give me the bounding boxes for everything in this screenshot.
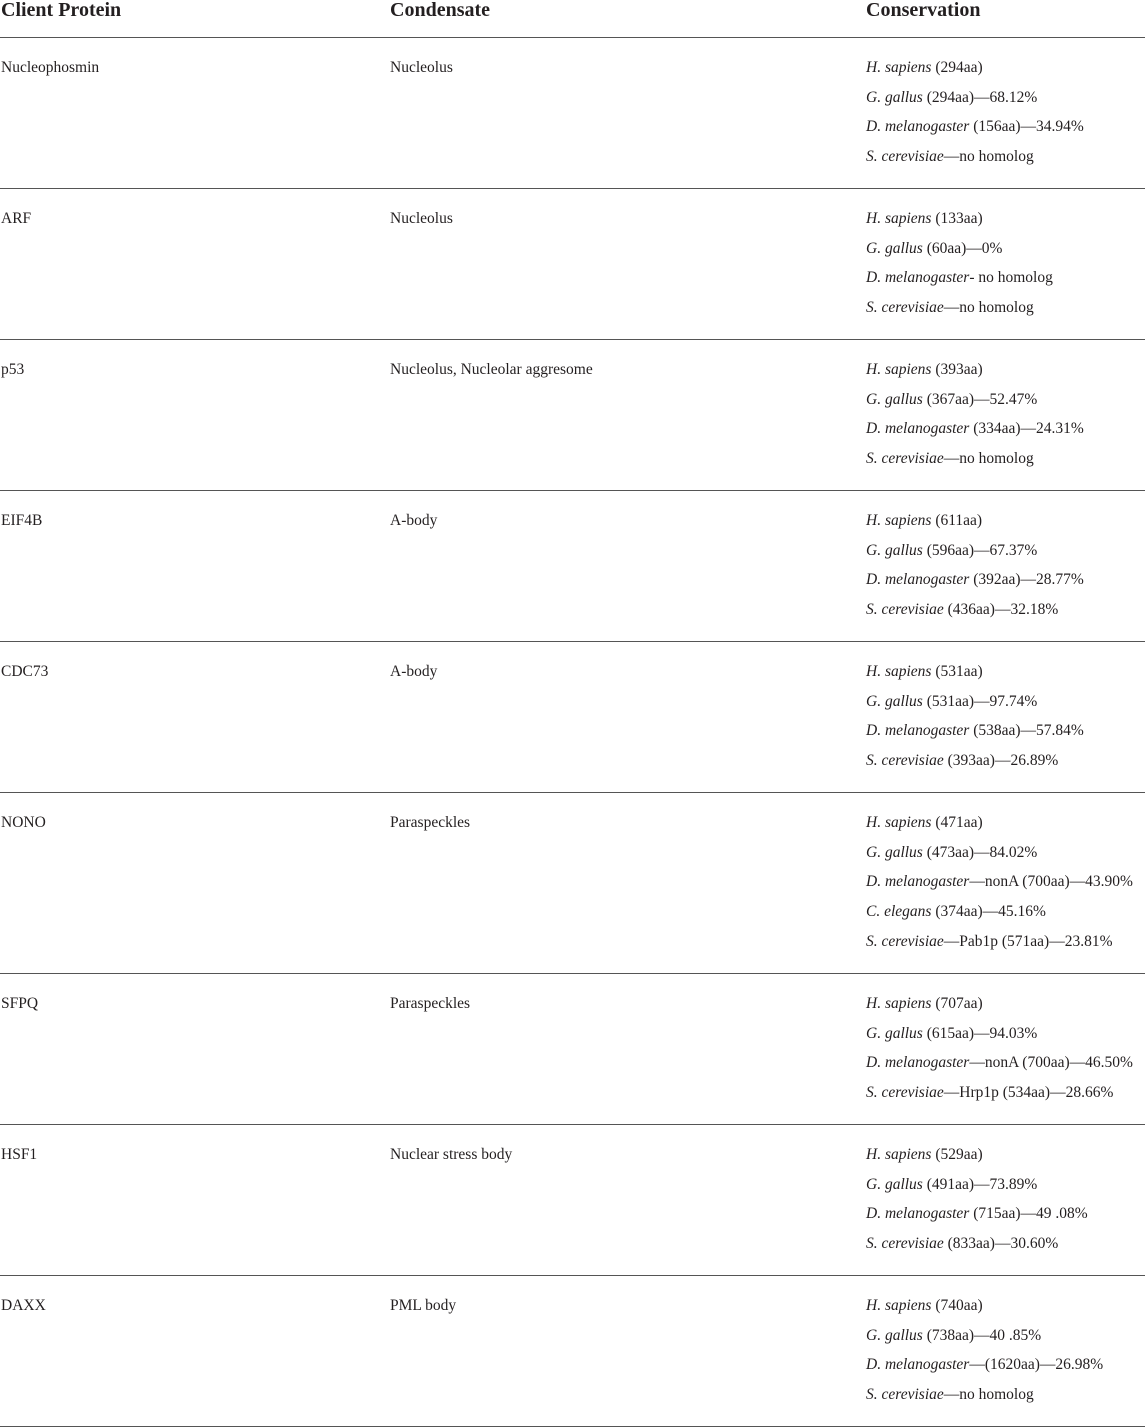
species-name: G. gallus bbox=[866, 843, 923, 861]
species-name: D. melanogaster bbox=[866, 1205, 970, 1223]
species-name: S. cerevisiae bbox=[866, 299, 944, 317]
header-client-protein: Client Protein bbox=[0, 0, 389, 38]
condensate-cell: Nucleolus, Nucleolar aggresome bbox=[389, 340, 865, 491]
species-name: G. gallus bbox=[866, 1024, 923, 1042]
species-name: D. melanogaster bbox=[866, 873, 970, 891]
conservation-value: (374aa)—45.16% bbox=[931, 903, 1046, 921]
species-name: G. gallus bbox=[866, 692, 923, 710]
conservation-value: (436aa)—32.18% bbox=[943, 601, 1059, 619]
conservation-value: —Pab1p (571aa)—23.81% bbox=[943, 932, 1113, 950]
client-protein-cell: ARF bbox=[0, 189, 389, 340]
species-name: S. cerevisiae bbox=[866, 752, 944, 770]
conservation-value: —no homolog bbox=[943, 148, 1034, 166]
species-name: H. sapiens bbox=[866, 1146, 932, 1163]
species-name: H. sapiens bbox=[866, 814, 932, 831]
conservation-value: - no homolog bbox=[969, 269, 1053, 287]
condensate-cell: Paraspeckles bbox=[389, 793, 865, 974]
conservation-line bbox=[866, 536, 1145, 566]
conservation-cell bbox=[865, 491, 1145, 642]
species-name: H. sapiens bbox=[866, 59, 932, 76]
table-row bbox=[0, 189, 1145, 340]
species-name: S. cerevisiae bbox=[866, 1084, 944, 1102]
client-protein-cell: HSF1 bbox=[0, 1125, 389, 1276]
species-name: S. cerevisiae bbox=[866, 1386, 944, 1404]
client-protein-cell: NONO bbox=[0, 793, 389, 974]
conservation-value: (529aa) bbox=[931, 1146, 983, 1163]
client-protein-cell: SFPQ bbox=[0, 974, 389, 1125]
conservation-line bbox=[866, 565, 1145, 595]
conservation-line bbox=[866, 657, 1145, 687]
condensate-cell: PML body bbox=[389, 1276, 865, 1427]
species-name: D. melanogaster bbox=[866, 571, 970, 589]
conservation-value: (611aa) bbox=[931, 512, 983, 529]
conservation-cell bbox=[865, 189, 1145, 340]
conservation-value: (596aa)—67.37% bbox=[922, 541, 1038, 559]
conservation-line bbox=[866, 1140, 1145, 1170]
conservation-line bbox=[866, 897, 1145, 927]
conservation-line bbox=[866, 204, 1145, 234]
conservation-value: —Hrp1p (534aa)—28.66% bbox=[943, 1084, 1114, 1102]
conservation-line bbox=[866, 1019, 1145, 1049]
conservation-value: —no homolog bbox=[943, 299, 1034, 317]
table-row bbox=[0, 38, 1145, 189]
header-condensate: Condensate bbox=[389, 0, 865, 38]
conservation-value: (538aa)—57.84% bbox=[969, 722, 1084, 740]
conservation-value: (133aa) bbox=[931, 210, 983, 227]
conservation-line bbox=[866, 234, 1145, 264]
species-name: G. gallus bbox=[866, 1175, 923, 1193]
species-name: D. melanogaster bbox=[866, 420, 970, 438]
condensate-cell: Nuclear stress body bbox=[389, 1125, 865, 1276]
condensate-cell: A-body bbox=[389, 642, 865, 793]
conservation-line bbox=[866, 1380, 1145, 1410]
conservation-line bbox=[866, 1321, 1145, 1351]
species-name: D. melanogaster bbox=[866, 118, 970, 136]
conservation-line bbox=[866, 444, 1145, 474]
conservation-line bbox=[866, 989, 1145, 1019]
conservation-value: (740aa) bbox=[931, 1297, 983, 1314]
client-protein-cell: Nucleophosmin bbox=[0, 38, 389, 189]
conservation-cell bbox=[865, 974, 1145, 1125]
species-name: D. melanogaster bbox=[866, 1054, 970, 1072]
species-name: G. gallus bbox=[866, 541, 923, 559]
conservation-value: (615aa)—94.03% bbox=[922, 1024, 1038, 1042]
conservation-value: (473aa)—84.02% bbox=[922, 843, 1038, 861]
conservation-cell bbox=[865, 642, 1145, 793]
species-name: C. elegans bbox=[866, 903, 932, 921]
table-header bbox=[0, 0, 1145, 38]
conservation-value: (334aa)—24.31% bbox=[969, 420, 1084, 438]
header-row bbox=[0, 0, 1145, 38]
species-name: H. sapiens bbox=[866, 995, 932, 1012]
conservation-line bbox=[866, 53, 1145, 83]
species-name: S. cerevisiae bbox=[866, 1235, 944, 1253]
conservation-value: (60aa)—0% bbox=[922, 239, 1003, 257]
conservation-value: (367aa)—52.47% bbox=[922, 390, 1038, 408]
species-name: G. gallus bbox=[866, 1326, 923, 1344]
conservation-value: —nonA (700aa)—46.50% bbox=[969, 1054, 1133, 1072]
species-name: H. sapiens bbox=[866, 1297, 932, 1314]
conservation-value: (531aa) bbox=[931, 663, 983, 680]
table-row bbox=[0, 1125, 1145, 1276]
conservation-value: (294aa) bbox=[931, 59, 983, 76]
conservation-line bbox=[866, 867, 1145, 897]
conservation-line bbox=[866, 293, 1145, 323]
species-name: H. sapiens bbox=[866, 361, 932, 378]
conservation-line bbox=[866, 414, 1145, 444]
conservation-line bbox=[866, 927, 1145, 957]
conservation-value: (156aa)—34.94% bbox=[969, 118, 1084, 136]
header-conservation: Conservation bbox=[865, 0, 1145, 38]
table-row bbox=[0, 974, 1145, 1125]
conservation-line bbox=[866, 746, 1145, 776]
conservation-value: (393aa) bbox=[931, 361, 983, 378]
conservation-value: (392aa)—28.77% bbox=[969, 571, 1084, 589]
species-name: S. cerevisiae bbox=[866, 450, 944, 468]
conservation-value: (707aa) bbox=[931, 995, 983, 1012]
conservation-line bbox=[866, 1048, 1145, 1078]
conservation-line bbox=[866, 716, 1145, 746]
conservation-line bbox=[866, 595, 1145, 625]
conservation-line bbox=[866, 838, 1145, 868]
conservation-line bbox=[866, 1229, 1145, 1259]
table-body bbox=[0, 38, 1145, 1427]
species-name: D. melanogaster bbox=[866, 722, 970, 740]
conservation-cell bbox=[865, 1276, 1145, 1427]
condensate-cell: A-body bbox=[389, 491, 865, 642]
conservation-value: (833aa)—30.60% bbox=[943, 1235, 1059, 1253]
species-name: G. gallus bbox=[866, 239, 923, 257]
conservation-cell bbox=[865, 1125, 1145, 1276]
conservation-value: —no homolog bbox=[943, 1386, 1034, 1404]
condensate-cell: Nucleolus bbox=[389, 189, 865, 340]
client-protein-cell: EIF4B bbox=[0, 491, 389, 642]
table-row bbox=[0, 491, 1145, 642]
conservation-line bbox=[866, 1350, 1145, 1380]
conservation-cell bbox=[865, 340, 1145, 491]
condensate-cell: Paraspeckles bbox=[389, 974, 865, 1125]
table-row bbox=[0, 1276, 1145, 1427]
table-row bbox=[0, 642, 1145, 793]
conservation-line bbox=[866, 687, 1145, 717]
species-name: S. cerevisiae bbox=[866, 148, 944, 166]
conservation-line bbox=[866, 1170, 1145, 1200]
conservation-value: —no homolog bbox=[943, 450, 1034, 468]
conservation-line bbox=[866, 142, 1145, 172]
conservation-value: (393aa)—26.89% bbox=[943, 752, 1059, 770]
table-row bbox=[0, 340, 1145, 491]
conservation-cell bbox=[865, 38, 1145, 189]
conservation-cell bbox=[865, 793, 1145, 974]
species-name: H. sapiens bbox=[866, 663, 932, 680]
conservation-line bbox=[866, 263, 1145, 293]
conservation-value: (531aa)—97.74% bbox=[922, 692, 1038, 710]
conservation-line bbox=[866, 808, 1145, 838]
conservation-line bbox=[866, 385, 1145, 415]
conservation-line bbox=[866, 1078, 1145, 1108]
species-name: H. sapiens bbox=[866, 210, 932, 227]
conservation-value: (491aa)—73.89% bbox=[922, 1175, 1038, 1193]
conservation-value: (294aa)—68.12% bbox=[922, 88, 1038, 106]
client-protein-cell: p53 bbox=[0, 340, 389, 491]
species-name: S. cerevisiae bbox=[866, 601, 944, 619]
conservation-value: (738aa)—40 .85% bbox=[922, 1326, 1042, 1344]
client-protein-cell: CDC73 bbox=[0, 642, 389, 793]
conservation-line bbox=[866, 1291, 1145, 1321]
conservation-value: (715aa)—49 .08% bbox=[969, 1205, 1088, 1223]
conservation-line bbox=[866, 355, 1145, 385]
client-protein-cell: DAXX bbox=[0, 1276, 389, 1427]
condensate-cell: Nucleolus bbox=[389, 38, 865, 189]
species-name: H. sapiens bbox=[866, 512, 932, 529]
conservation-value: —(1620aa)—26.98% bbox=[969, 1356, 1104, 1374]
conservation-line bbox=[866, 506, 1145, 536]
species-name: S. cerevisiae bbox=[866, 932, 944, 950]
conservation-value: —nonA (700aa)—43.90% bbox=[969, 873, 1133, 891]
species-name: D. melanogaster bbox=[866, 1356, 970, 1374]
table-row bbox=[0, 793, 1145, 974]
species-name: G. gallus bbox=[866, 88, 923, 106]
conservation-value: (471aa) bbox=[931, 814, 983, 831]
conservation-line bbox=[866, 112, 1145, 142]
conservation-line bbox=[866, 1199, 1145, 1229]
species-name: D. melanogaster bbox=[866, 269, 970, 287]
conservation-line bbox=[866, 83, 1145, 113]
species-name: G. gallus bbox=[866, 390, 923, 408]
